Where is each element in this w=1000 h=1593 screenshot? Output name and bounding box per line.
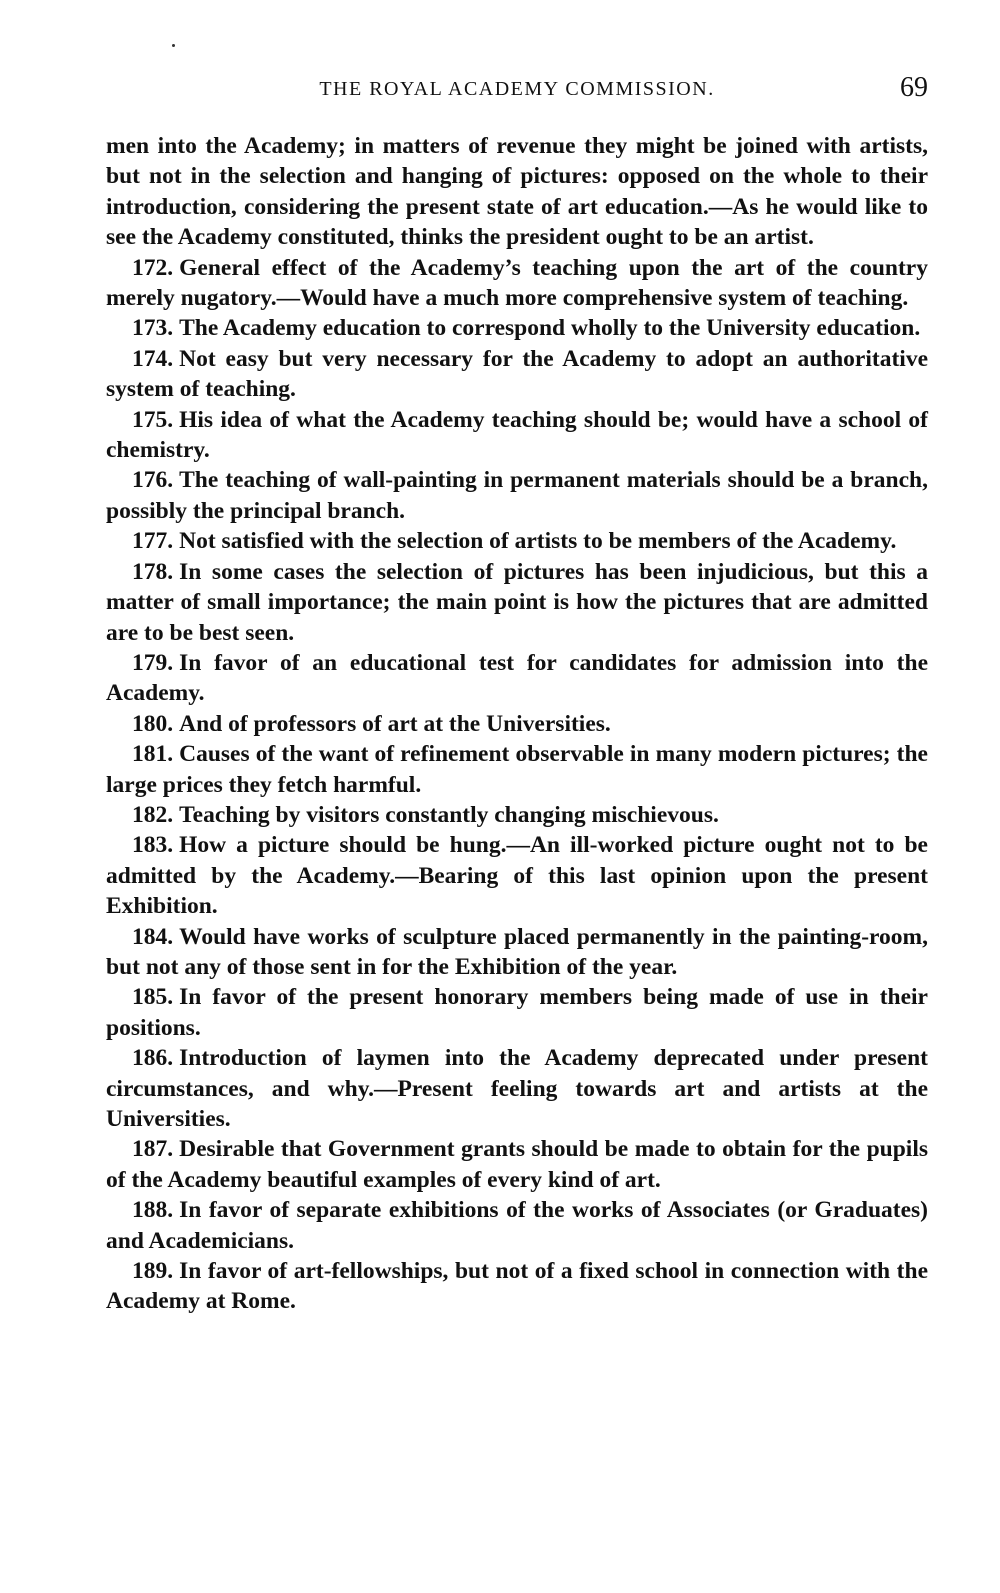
print-speck: [172, 44, 175, 47]
item-number: 174.: [132, 345, 174, 372]
item-182: [106, 800, 928, 830]
item-text: How a picture should be hung.—An ill-worked picture ought not to be admitted by the Academy.—Bearing of this last opinion upon the present Exhibition.: [106, 832, 928, 920]
item-179: [106, 648, 928, 709]
item-text: Introduction of laymen into the Academy deprecated under present circumstances, and why.—Present feeling towards art and artists at the Universities.: [106, 1045, 928, 1132]
item-number: 189.: [132, 1258, 174, 1285]
body-text: [106, 131, 928, 1317]
item-text: Teaching by visitors constantly changing mischievous.: [179, 801, 719, 828]
item-185: [106, 982, 928, 1043]
item-number: 176.: [132, 467, 174, 494]
item-number: 172.: [132, 254, 174, 281]
item-text: And of professors of art at the Universities.: [179, 710, 611, 737]
item-number: 177.: [132, 528, 174, 555]
item-text: In favor of an educational test for candidates for admission into the Academy.: [106, 649, 928, 707]
item-number: 181.: [132, 741, 174, 768]
item-number: 185.: [132, 984, 174, 1011]
item-text: In some cases the selection of pictures has been injudicious, but this a matter of small importance; the main point is how the pictures that are admitted are to be best seen.: [106, 558, 928, 646]
item-number: 184.: [132, 923, 174, 950]
item-174: [106, 344, 928, 405]
continuation-paragraph: men into the Academy; in matters of revenue they might be joined with artists, but not in the selection and hanging of pictures: opposed on the whole to their introduction, considering the present state of art education.—As he would like to see the Academy constituted, thinks the president ought to be an artist.: [106, 133, 928, 251]
item-number: 187.: [132, 1136, 174, 1163]
item-text: General effect of the Academy’s teaching upon the art of the country merely nugatory.—Would have a much more comprehensive system of teaching.: [106, 254, 928, 312]
item-text: Not satisfied with the selection of artists to be members of the Academy.: [179, 528, 897, 555]
item-text: Causes of the want of refinement observable in many modern pictures; the large prices they fetch harmful.: [106, 741, 928, 798]
running-title: THE ROYAL ACADEMY COMMISSION.: [319, 78, 715, 100]
running-head: [106, 72, 928, 112]
item-text: In favor of art-fellowships, but not of a fixed school in connection with the Academy at Rome.: [106, 1258, 928, 1315]
item-173: [106, 313, 928, 343]
item-number: 178.: [132, 558, 174, 585]
item-184: [106, 922, 928, 983]
item-188: [106, 1195, 928, 1256]
item-number: 175.: [132, 406, 174, 433]
item-number: 173.: [132, 315, 174, 342]
item-178: [106, 557, 928, 648]
item-177: [106, 526, 928, 556]
item-number: 183.: [132, 832, 174, 859]
item-number: 180.: [132, 710, 174, 737]
item-text: The teaching of wall-painting in permanent materials should be a branch, possibly the principal branch.: [106, 467, 928, 524]
item-187: [106, 1134, 928, 1195]
item-text: The Academy education to correspond wholly to the University education.: [179, 315, 921, 342]
item-text: Not easy but very necessary for the Academy to adopt an authoritative system of teaching.: [106, 345, 928, 403]
item-175: [106, 405, 928, 466]
item-number: 188.: [132, 1197, 174, 1224]
item-text: In favor of separate exhibitions of the works of Associates (or Graduates) and Academicians.: [106, 1197, 928, 1254]
item-183: [106, 830, 928, 921]
item-189: [106, 1256, 928, 1317]
item-181: [106, 739, 928, 800]
item-186: [106, 1043, 928, 1134]
item-172: [106, 253, 928, 314]
page-number: 69: [900, 72, 928, 103]
item-number: 182.: [132, 801, 174, 828]
item-176: [106, 465, 928, 526]
item-number: 186.: [132, 1045, 174, 1072]
item-text: Desirable that Government grants should be made to obtain for the pupils of the Academy beautiful examples of every kind of art.: [106, 1136, 928, 1193]
item-180: [106, 709, 928, 739]
item-number: 179.: [132, 649, 174, 676]
item-text: Would have works of sculpture placed permanently in the painting-room, but not any of those sent in for the Exhibition of the year.: [106, 923, 928, 980]
item-text: His idea of what the Academy teaching should be; would have a school of chemistry.: [106, 406, 928, 464]
item-text: In favor of the present honorary members being made of use in their positions.: [106, 984, 928, 1041]
